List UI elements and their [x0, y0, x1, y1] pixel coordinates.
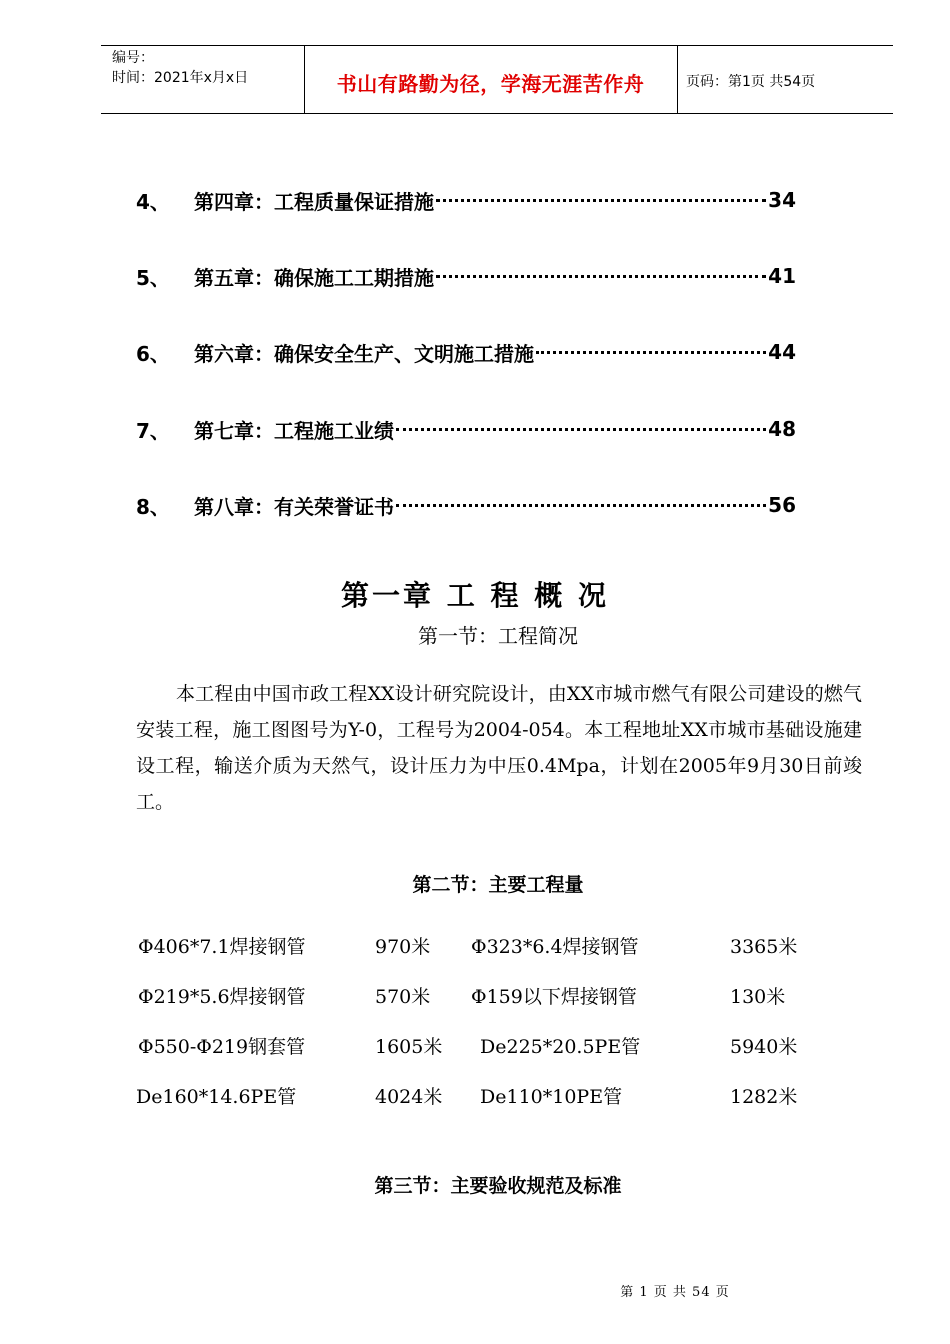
section-heading-quantities: 第二节：主要工程量 [412, 874, 584, 896]
item-name: Φ323*6.4焊接钢管 [471, 936, 639, 958]
item-name: Φ219*5.6焊接钢管 [138, 986, 306, 1008]
toc-leader [396, 504, 766, 507]
toc-title: 第四章：工程质量保证措施 [194, 189, 434, 214]
header-top-rule [101, 45, 893, 46]
toc-number: 7、 [136, 418, 170, 443]
toc-title: 第五章：确保施工工期措施 [194, 265, 434, 290]
item-quantity: 970米 [375, 936, 431, 958]
header-bottom-rule [101, 113, 893, 114]
item-quantity: 130米 [730, 986, 786, 1008]
section-heading-standards: 第三节：主要验收规范及标准 [374, 1175, 622, 1197]
toc-leader [396, 428, 766, 431]
toc-page-number: 48 [768, 417, 796, 441]
section-heading-overview: 第一节：工程简况 [418, 624, 578, 648]
header-motto: 书山有路勤为径，学海无涯苦作舟 [336, 72, 645, 96]
toc-entry[interactable] [136, 338, 796, 366]
toc-page-number: 41 [768, 264, 796, 288]
item-name: Φ159以下焊接钢管 [471, 986, 637, 1008]
toc-number: 6、 [136, 341, 170, 366]
item-name: De225*20.5PE管 [480, 1036, 641, 1058]
list-item [0, 982, 950, 1012]
item-name: Φ550-Φ219钢套管 [138, 1036, 306, 1058]
time-label: 时间：2021年x月x日 [112, 70, 249, 86]
item-quantity: 3365米 [730, 936, 798, 958]
item-name: Φ406*7.1焊接钢管 [138, 936, 306, 958]
toc-title: 第八章：有关荣誉证书 [194, 494, 394, 519]
list-item [0, 932, 950, 962]
header-divider-right [677, 45, 678, 113]
toc-number: 4、 [136, 189, 170, 214]
chapter-title: 第一章 工 程 概 况 [341, 579, 609, 612]
toc-leader [536, 351, 766, 354]
toc-leader [436, 275, 766, 278]
toc-title: 第七章：工程施工业绩 [194, 418, 394, 443]
item-quantity: 1605米 [375, 1036, 443, 1058]
list-item [0, 1082, 950, 1112]
item-quantity: 570米 [375, 986, 431, 1008]
toc-page-number: 34 [768, 188, 796, 212]
item-quantity: 5940米 [730, 1036, 798, 1058]
page-footer: 第 1 页 共 54 页 [620, 1285, 730, 1300]
header-meta [112, 48, 248, 88]
toc-entry[interactable] [136, 415, 796, 443]
toc-entry[interactable] [136, 186, 796, 214]
toc-entry[interactable] [136, 262, 796, 290]
toc-page-number: 56 [768, 493, 796, 517]
toc-leader [436, 199, 766, 202]
toc-number: 8、 [136, 494, 170, 519]
item-name: De110*10PE管 [480, 1086, 623, 1108]
toc-entry[interactable] [136, 491, 796, 519]
number-label: 编号： [112, 50, 154, 66]
item-quantity: 4024米 [375, 1086, 443, 1108]
toc-number: 5、 [136, 265, 170, 290]
toc-page-number: 44 [768, 340, 796, 364]
toc-title: 第六章：确保安全生产、文明施工措施 [194, 341, 534, 366]
overview-paragraph: 本工程由中国市政工程XX设计研究院设计，由XX市城市燃气有限公司建设的燃气安装工程，施工图图号为Y-0，工程号为2004-054。本工程地址XX市城市基础设施建设工程，输送介质为天然气，设计压力为中压0.4Mpa，计划在2005年9月30日前竣工。 [136, 683, 862, 813]
header-page-label: 页码：第1页 共54页 [686, 74, 816, 90]
list-item [0, 1032, 950, 1062]
item-name: De160*14.6PE管 [136, 1086, 297, 1108]
item-quantity: 1282米 [730, 1086, 798, 1108]
